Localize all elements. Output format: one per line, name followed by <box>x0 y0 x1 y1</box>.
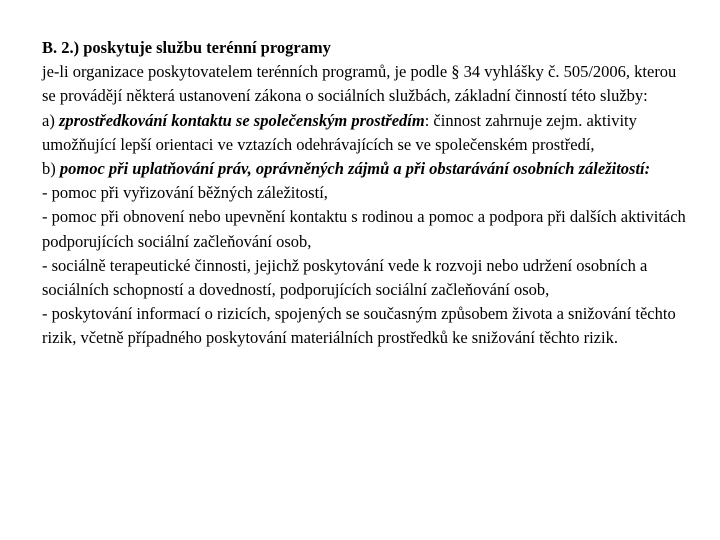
item-a-text: : činnost zahrnuje zejm. aktivity umožňující lepší orientaci ve vztazích odehrávajících se ve společenském prostředí, <box>42 110 637 154</box>
item-b <box>42 157 692 181</box>
bullet-item: - pomoc při obnovení nebo upevnění kontaktu s rodinou a pomoc a podpora při dalších aktivitách podporujících sociální začleňování osob, <box>42 207 686 251</box>
item-b-title: pomoc při uplatňování práv, oprávněných zájmů a při obstarávání osobních záležitostí: <box>59 159 651 179</box>
bullet-item: - poskytování informací o rizicích, spojených se současným způsobem života a snižování těchto rizik, včetně případného poskytování materiálních prostředků ke snižování těchto rizik. <box>42 304 676 348</box>
bullet-item: - pomoc při vyřizování běžných záležitostí, <box>42 183 328 203</box>
item-b-marker: b) <box>42 159 60 179</box>
item-a <box>42 109 692 157</box>
slide-text-block <box>42 36 692 351</box>
intro-paragraph: je-li organizace poskytovatelem terénních programů, je podle § 34 vyhlášky č. 505/2006, kterou se provádějí některá ustanovení zákona o sociálních službách, základní činností této služby: <box>42 62 677 106</box>
item-a-title: zprostředkování kontaktu se společenským prostředím <box>58 110 425 130</box>
bullet-item: - sociálně terapeutické činnosti, jejichž poskytování vede k rozvoji nebo udržení osobních a sociálních schopností a dovedností, podporujících sociální začleňování osob, <box>42 255 648 300</box>
item-a-marker: a) <box>42 110 59 130</box>
section-heading: B. 2.) poskytuje službu terénní programy <box>42 38 331 57</box>
